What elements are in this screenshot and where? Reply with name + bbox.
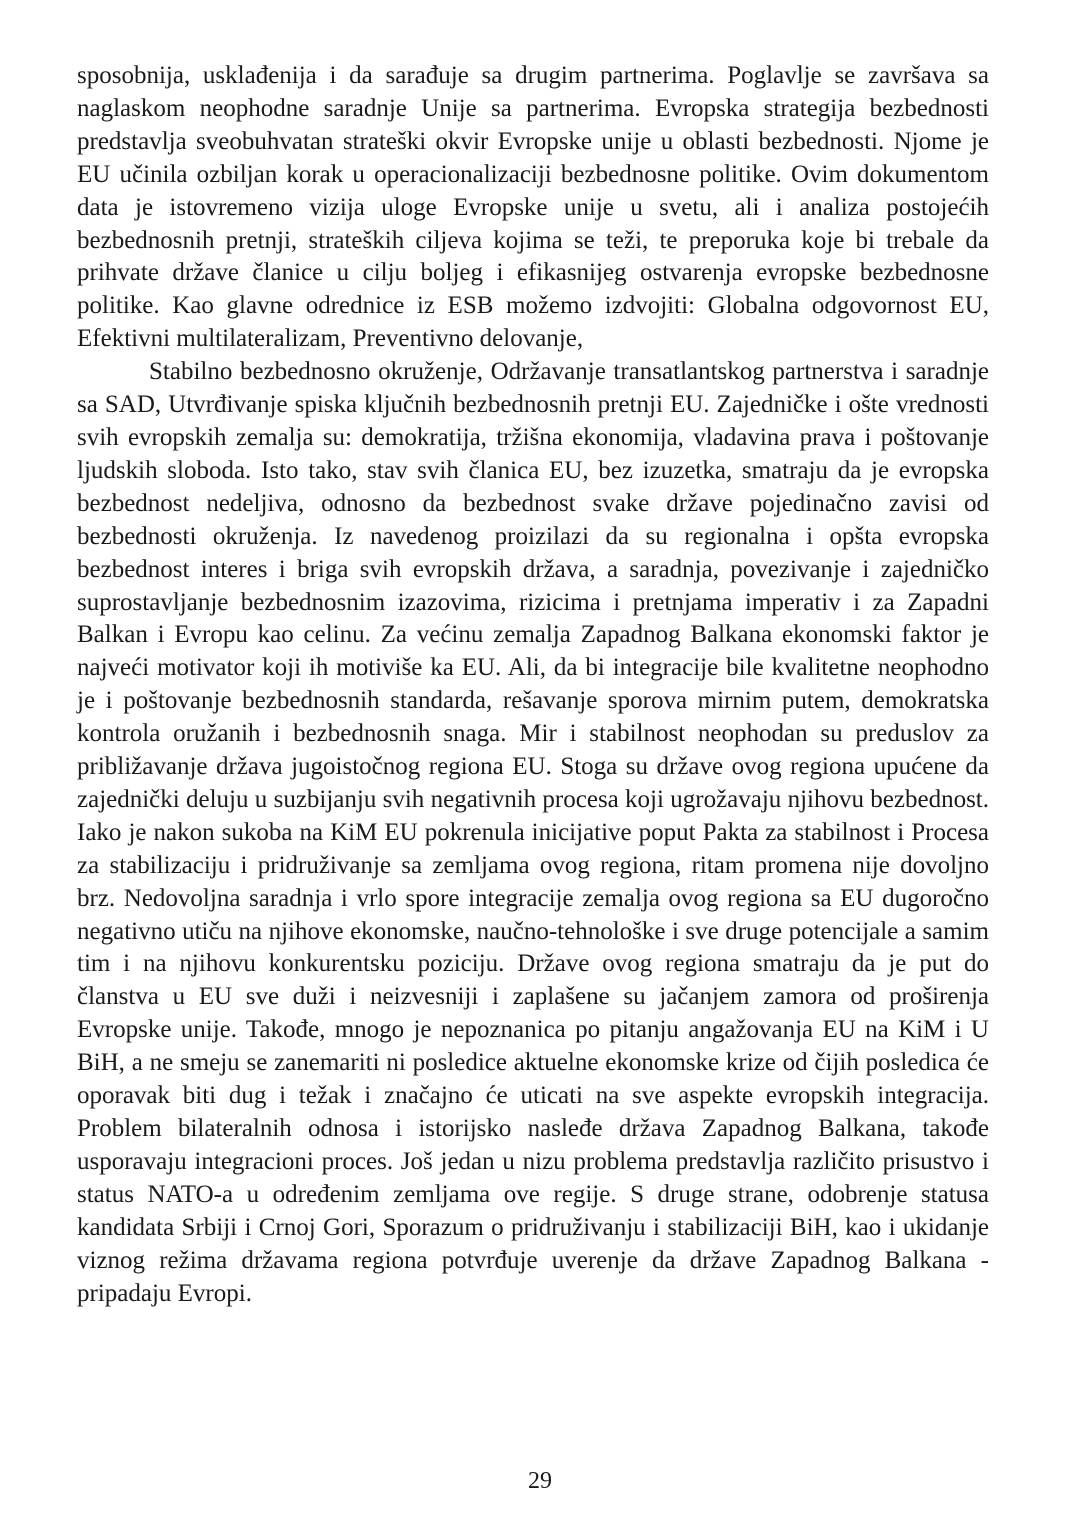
paragraph-continuation: sposobnija, usklađenija i da sarađuje sa drugim partnerima. Poglavlje se završava sa naglaskom neophodne saradnje Unije sa partnerima. Evropska strategija bezbednosti predstavlja sveobuhvatan strateški okvir Evropske unije u oblasti bezbednosti. Njome je EU učinila ozbiljan korak u operacionalizaciji bezbednosne politike. Ovim dokumentom data je istovremeno vizija uloge Evropske unije u svetu, ali i analiza postojećih bezbednosnih pretnji, strateških ciljeva kojima se teži, te preporuka koje bi trebale da prihvate države članice u cilju boljeg i efikasnijeg ostvarenja evropske bezbednosne politike. Kao glavne odrednice iz ESB možemo izdvojiti: Globalna odgovornost EU, Efektivni multilateralizam, Preventivno delovanje, <box>77 62 989 353</box>
page-number: 29 <box>528 1468 552 1494</box>
paragraph-main: Stabilno bezbednosno okruženje, Održavanje transatlantskog partnerstva i saradnje sa SAD, Utvrđivanje spiska ključnih bezbednosnih pretnji EU. Zajedničke i ošte vrednosti svih evropskih zemalja su: demokratija, tržišna ekonomija, vladavina prava i poštovanje ljudskih sloboda. Isto tako, stav svih članica EU, bez izuzetka, smatraju da je evropska bezbednost nedeljiva, odnosno da bezbednost svake države pojedinačno zavisi od bezbednosti okruženja. Iz navedenog proizilazi da su regionalna i opšta evropska bezbednost interes i briga svih evropskih država, a saradnja, povezivanje i zajedničko suprostavljanje bezbednosnim izazovima, rizicima i pretnjama imperativ i za Zapadni Balkan i Evropu kao celinu. Za većinu zemalja Zapadnog Balkana ekonomski faktor je najveći motivator koji ih motiviše ka EU. Ali, da bi integracije bile kvalitetne neophodno je i poštovanje bezbednosnih standarda, rešavanje sporova mirnim putem, demokratska kontrola oružanih i bezbednosnih snaga. Mir i stabilnost neophodan su preduslov za približavanje država jugoistočnog regiona EU. Stoga su države ovog regiona upućene da zajednički deluju u suzbijanju svih negativnih procesa koji ugrožavaju njihovu bezbednost. Iako je nakon sukoba na KiM EU pokrenula inicijative poput Pakta za stabilnost i Procesa za stabilizaciju i pridruživanje sa zemljama ovog regiona, ritam promena nije dovoljno brz. Nedovoljna saradnja i vrlo spore integracije zemalja ovog regiona sa EU dugoročno negativno utiču na njihove ekonomske, naučno-tehnološke i sve druge potencijale a samim tim i na njihovu konkurentsku poziciju. Države ovog regiona smatraju da je put do članstva u EU sve duži i neizvesniji i zaplašene su jačanjem zamora od proširenja Evropske unije. Takođe, mnogo je nepoznanica po pitanju angažovanja EU na KiM i U BiH, a ne smeju se zanemariti ni posledice aktuelne ekonomske krize od čijih posledica će oporavak biti dug i težak i značajno će uticati na sve aspekte evropskih integracija. Problem bilateralnih odnosa i istorijsko nasleđe država Zapadnog Balkana, takođe usporavaju integracioni proces. Još jedan u nizu problema predstavlja različito prisustvo i status NATO-a u određenim zemljama ove regije. S druge strane, odobrenje statusa kandidata Srbiji i Crnoj Gori, Sporazum o pridruživanju i stabilizaciji BiH, kao i ukidanje viznog režima državama regiona potvrđuje uverenje da države Zapadnog Balkana - pripadaju Evropi. <box>77 358 989 1307</box>
body-text <box>77 60 989 1310</box>
